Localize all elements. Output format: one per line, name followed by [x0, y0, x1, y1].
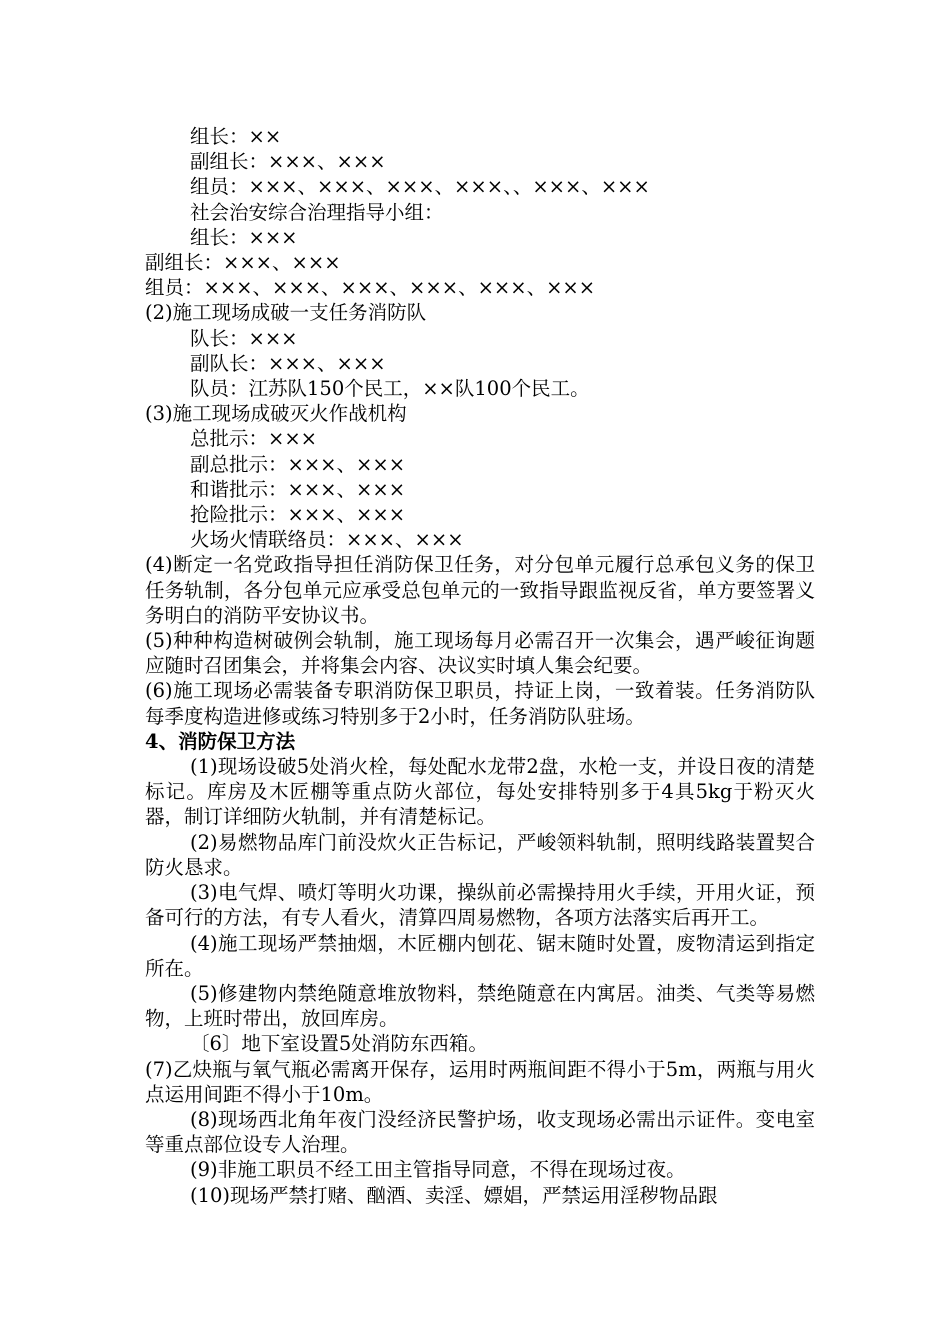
- measure-paragraph: (7)乙炔瓶与氧气瓶必需离开保存，运用时两瓶间距不得小于5m，两瓶与用火点运用间距不得小于10m。: [145, 1057, 815, 1106]
- paragraph: (5)种种构造树破例会轨制，施工现场每月必需召开一次集会，遇严峻征询题应随时召团集会，并将集会内容、决议实时填人集会纪要。: [145, 629, 815, 678]
- list-line: 副组长：×××、×××: [190, 150, 386, 174]
- measure-paragraph: (9)非施工职员不经工田主管指导同意，不得在现场过夜。: [190, 1158, 686, 1182]
- list-line: 副队长：×××、×××: [190, 351, 386, 375]
- list-line: 组长：××: [190, 125, 282, 148]
- measure-paragraph: (8)现场西北角年夜门没经济民警护场，收支现场必需出示证件。变电室等重点部位设专人治理。: [145, 1107, 815, 1157]
- list-line: (2)施工现场成破一支任务消防队: [145, 301, 427, 325]
- list-line: 副总批示：×××、×××: [190, 452, 406, 476]
- list-line: 和谐批示：×××、×××: [190, 477, 406, 501]
- list-line: 组员：×××、×××、×××、×××、×××、×××: [145, 276, 596, 300]
- measure-paragraph: (1)现场设破5处消火栓，每处配水龙带2盘，水枪一支，并设日夜的清楚标记。库房及木匠棚等重点防火部位，每处安排特别多于4具5kg于粉灭火器，制订详细防火轨制，并有清楚标记。: [145, 755, 815, 829]
- list-line: 副组长：×××、×××: [145, 251, 341, 275]
- list-line: (3)施工现场成破灭火作战机构: [145, 402, 407, 426]
- measure-paragraph: (10)现场严禁打赌、酗酒、卖淫、嫖娼，严禁运用淫秽物品跟: [190, 1183, 718, 1207]
- list-line: 火场火情联络员：×××、×××: [190, 528, 464, 552]
- list-line: 队长：×××: [190, 326, 298, 350]
- section-heading: 4、消防保卫方法: [145, 729, 296, 753]
- measure-paragraph: 〔6〕地下室设置5处消防东西箱。: [190, 1032, 488, 1056]
- list-line: 组员：×××、×××、×××、×××、、×××、×××: [190, 175, 650, 199]
- measure-paragraph: (2)易燃物品库门前没炊火正告标记，严峻领料轨制，照明线路装置契合防火恳求。: [145, 830, 815, 879]
- list-line: 队员：江苏队150个民工，××队100个民工。: [190, 377, 590, 401]
- measure-paragraph: (4)施工现场严禁抽烟，木匠棚内刨花、锯末随时处置，废物清运到指定所在。: [145, 931, 815, 980]
- measure-paragraph: (3)电气焊、喷灯等明火功课，操纵前必需操持用火手续，开用火证，预备可行的方法，有专人看火，清算四周易燃物，各项方法落实后再开工。: [145, 881, 815, 930]
- list-line: 组长：×××: [190, 225, 298, 249]
- document-page: [145, 124, 815, 1208]
- list-line: 社会治安综合治理指导小组：: [190, 200, 444, 224]
- list-line: 抢险批示：×××、×××: [190, 503, 406, 527]
- organization-list: [145, 124, 815, 552]
- paragraph: (4)断定一名党政指导担任消防保卫任务，对分包单元履行总承包义务的保卫任务轨制，各分包单元应承受总包单元的一致指导跟监视反省，单方要签署义务明白的消防平安协议书。: [145, 553, 815, 627]
- responsibility-paragraphs: [145, 552, 815, 728]
- measure-paragraph: (5)修建物内禁绝随意堆放物料，禁绝随意在内寓居。油类、气类等易燃物，上班时带出，放回库房。: [145, 981, 815, 1031]
- fire-safety-measures: [145, 754, 815, 1208]
- paragraph: (6)施工现场必需装备专职消防保卫职员，持证上岗，一致着装。任务消防队每季度构造进修或练习特别多于2小时，任务消防队驻场。: [145, 679, 815, 728]
- list-line: 总批示：×××: [190, 427, 318, 451]
